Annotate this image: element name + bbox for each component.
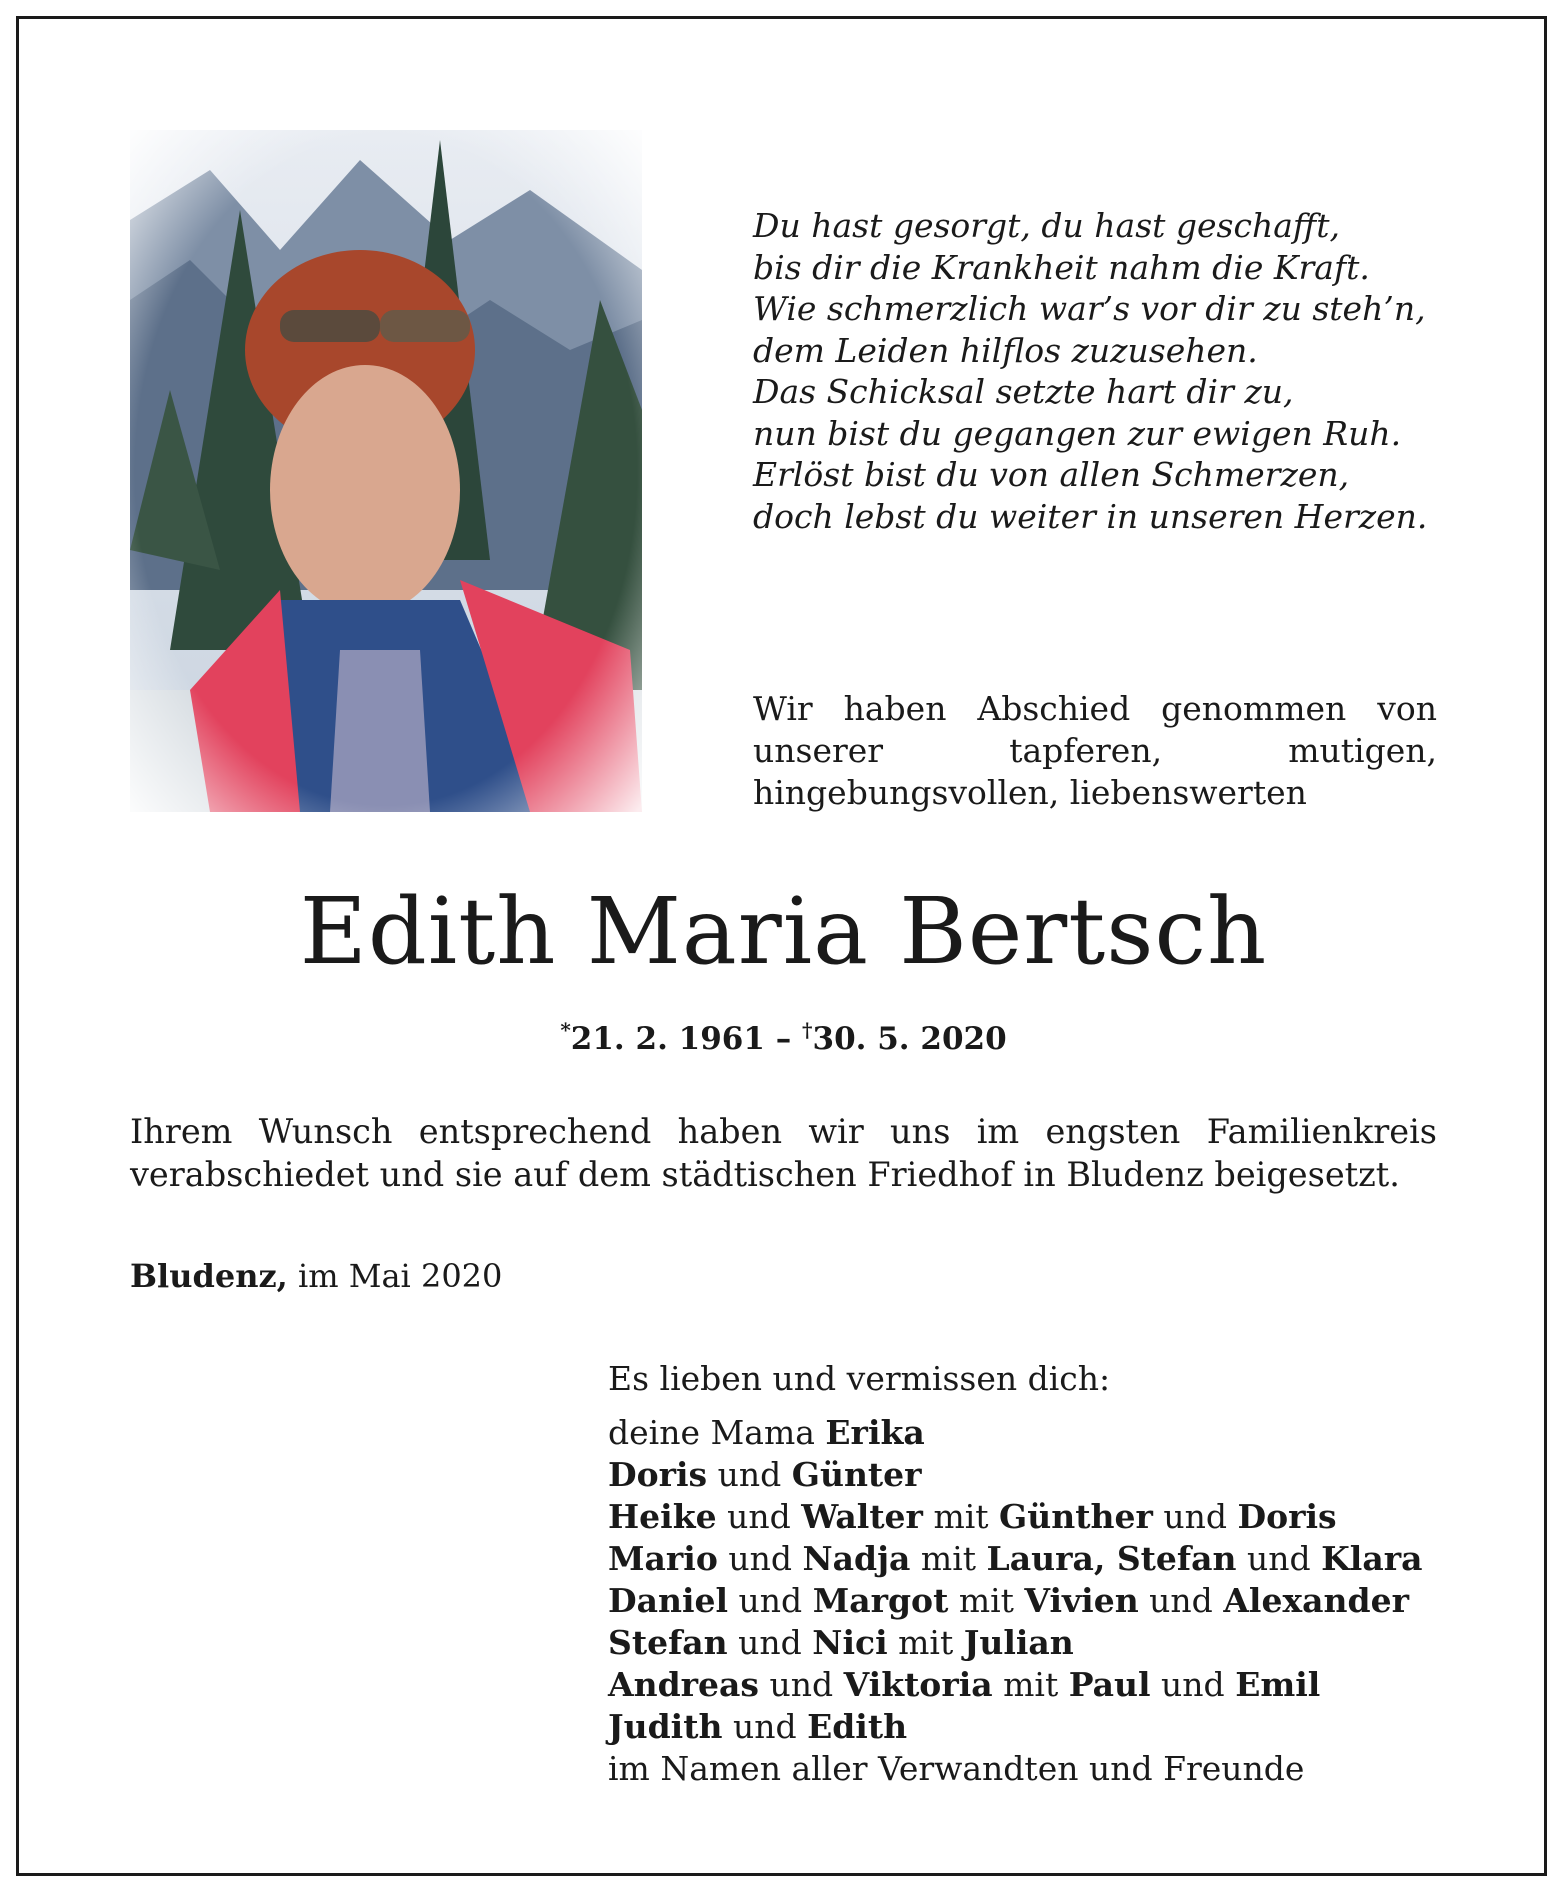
family-heading: Es lieben und vermissen dich: bbox=[608, 1359, 1111, 1398]
family-member-name: Alexander bbox=[1223, 1581, 1409, 1620]
family-line bbox=[608, 1496, 1488, 1538]
family-member-name: Klara bbox=[1321, 1539, 1423, 1578]
poem-line: Das Schicksal setzte hart dir zu, bbox=[753, 372, 1294, 411]
family-line bbox=[608, 1454, 1488, 1496]
family-member-name: Vivien bbox=[1024, 1581, 1139, 1620]
date-separator: – bbox=[764, 1021, 803, 1057]
family-member-name: Stefan bbox=[608, 1623, 728, 1662]
family-line bbox=[608, 1748, 1488, 1790]
family-connector: und bbox=[1236, 1539, 1322, 1578]
family-connector: mit bbox=[948, 1581, 1025, 1620]
deceased-name: Edith Maria Bertsch bbox=[299, 878, 1268, 985]
family-lines bbox=[608, 1412, 1488, 1790]
family-member-name: Julian bbox=[963, 1623, 1074, 1662]
family-connector: und bbox=[716, 1497, 802, 1536]
family-list bbox=[608, 1358, 1488, 1790]
family-line bbox=[608, 1706, 1488, 1748]
birth-date: 21. 2. 1961 bbox=[570, 1021, 765, 1057]
family-member-name: Paul bbox=[1068, 1665, 1151, 1704]
portrait-photo-image bbox=[130, 130, 642, 812]
family-member-name: Margot bbox=[812, 1581, 949, 1620]
family-line bbox=[608, 1622, 1488, 1664]
poem-line: doch lebst du weiter in unseren Herzen. bbox=[753, 496, 1428, 536]
poem-line: Wie schmerzlich war’s vor dir zu steh’n, bbox=[753, 289, 1426, 328]
family-connector: mit bbox=[887, 1623, 964, 1662]
family-connector: und bbox=[717, 1539, 803, 1578]
family-member-name: Heike bbox=[608, 1497, 717, 1536]
family-connector: im Namen aller Verwandten und Freunde bbox=[608, 1749, 1305, 1788]
poem-line: bis dir die Krankheit nahm die Kraft. bbox=[753, 247, 1370, 287]
family-connector: und bbox=[1152, 1497, 1238, 1536]
family-member-name: Edith bbox=[807, 1707, 908, 1746]
family-member-name: Emil bbox=[1235, 1665, 1321, 1704]
family-connector: mit bbox=[992, 1665, 1069, 1704]
family-line bbox=[608, 1538, 1488, 1580]
family-member-name: Nadja bbox=[802, 1539, 911, 1578]
family-member-name: Mario bbox=[608, 1539, 718, 1578]
poem-line: nun bist du gegangen zur ewigen Ruh. bbox=[753, 413, 1402, 453]
family-member-name: Andreas bbox=[608, 1665, 760, 1704]
family-connector: und bbox=[722, 1707, 808, 1746]
family-connector: und bbox=[759, 1665, 844, 1704]
family-member-name: Walter bbox=[801, 1497, 923, 1536]
poem-line: dem Leiden hilflos zuzusehen. bbox=[753, 330, 1258, 370]
family-connector: und bbox=[1150, 1665, 1236, 1704]
family-line bbox=[608, 1664, 1488, 1706]
family-connector: und bbox=[727, 1623, 813, 1662]
family-connector: und bbox=[707, 1455, 792, 1494]
family-member-name: Daniel bbox=[608, 1581, 729, 1620]
family-connector: und bbox=[728, 1581, 813, 1620]
family-member-name: Günther bbox=[999, 1497, 1153, 1536]
poem-line: Du hast gesorgt, du hast geschafft, bbox=[753, 206, 1341, 245]
place-town: Bludenz, bbox=[130, 1257, 288, 1295]
family-member-name: Nici bbox=[812, 1623, 888, 1662]
family-member-name: Erika bbox=[825, 1413, 925, 1452]
family-member-name: Viktoria bbox=[843, 1665, 993, 1704]
birth-symbol: * bbox=[560, 1018, 571, 1042]
poem bbox=[753, 205, 1473, 537]
burial-line: verabschiedet und sie auf dem städtischen Friedhof in Bludenz beigesetzt. bbox=[130, 1155, 1400, 1194]
family-connector: mit bbox=[922, 1497, 1000, 1536]
family-connector: und bbox=[1138, 1581, 1224, 1620]
family-connector: mit bbox=[910, 1539, 987, 1578]
family-member-name: Doris bbox=[608, 1455, 708, 1494]
place-month: im Mai 2020 bbox=[287, 1257, 503, 1295]
burial-line: Ihrem Wunsch entsprechend haben wir uns im engsten Familienkreis bbox=[130, 1112, 1437, 1151]
death-date: 30. 5. 2020 bbox=[812, 1021, 1007, 1057]
family-line bbox=[608, 1580, 1488, 1622]
death-symbol: † bbox=[802, 1018, 813, 1042]
family-connector: deine Mama bbox=[608, 1413, 826, 1452]
poem-line: Erlöst bist du von allen Schmerzen, bbox=[753, 455, 1350, 494]
family-member-name: Günter bbox=[791, 1455, 922, 1494]
burial-notice bbox=[130, 1110, 1437, 1196]
farewell-intro: Wir haben Abschied genommen von unserer tapferen, mutigen, hingebungsvollen, liebenswerten bbox=[753, 689, 1437, 812]
family-member-name: Judith bbox=[608, 1707, 723, 1746]
family-member-name: Doris bbox=[1237, 1497, 1337, 1536]
life-dates bbox=[0, 1010, 1567, 1059]
family-line bbox=[608, 1412, 1488, 1454]
portrait-photo bbox=[130, 130, 642, 812]
place-date bbox=[130, 1256, 502, 1296]
family-member-name: Laura, Stefan bbox=[986, 1539, 1237, 1578]
